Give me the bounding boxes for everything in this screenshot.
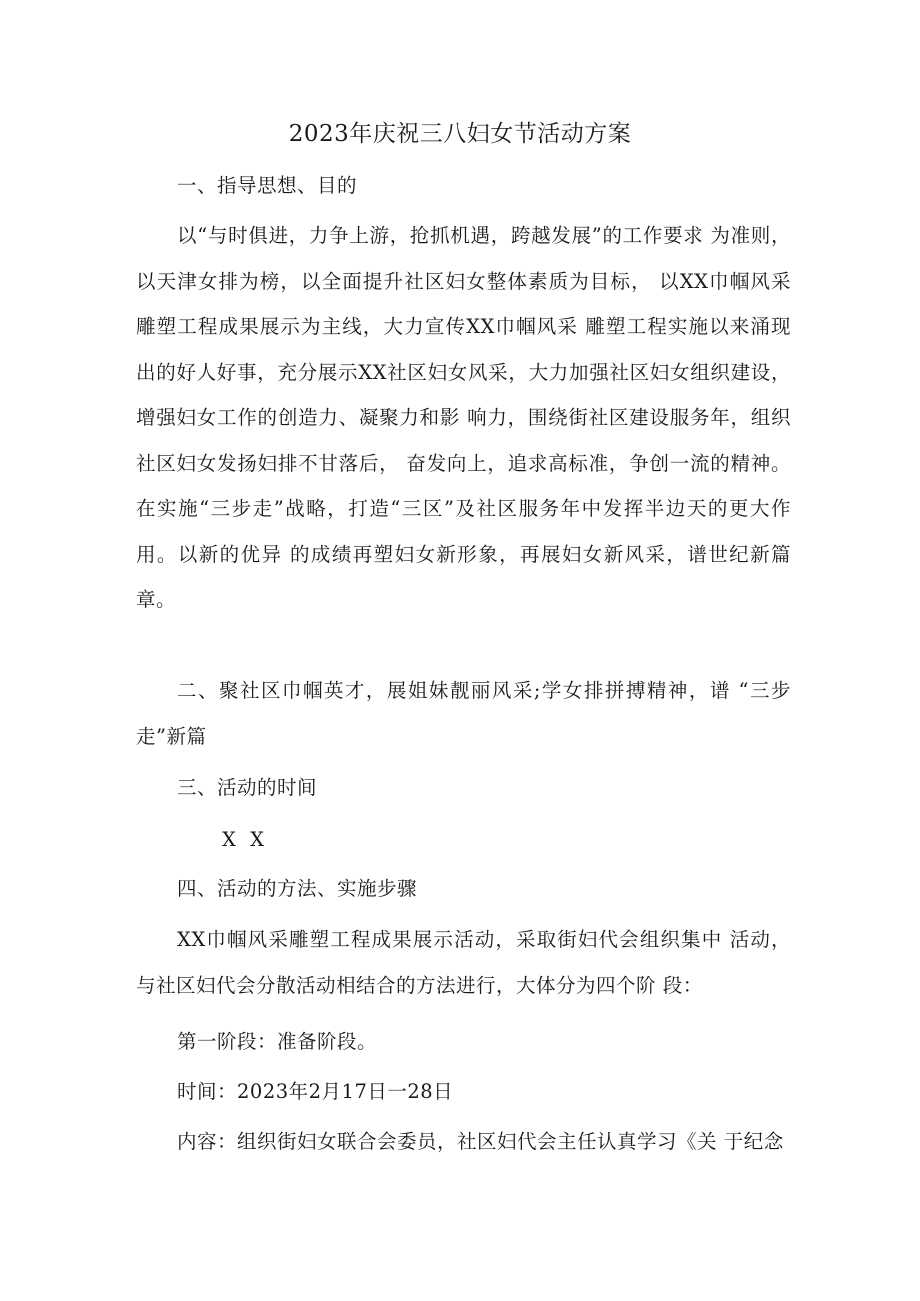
stage-1-content: 内容：组织街妇女联合会委员，社区妇代会主任认真学习《关 于纪念 [177,1130,784,1153]
activity-time-value: X X [222,828,268,851]
stage-1-time: 时间：2023年2月17日一28日 [177,1080,454,1103]
document-title: 2023年庆祝三八妇女节活动方案 [288,121,632,147]
section-4-heading: 四、活动的方法、实施步骤 [177,877,418,900]
section-1-body: 以“与时俱进，力争上游，抢抓机遇，跨越发展”的工作要求 为准则，以天津女排为榜，以全面提升社区妇女整体素质为目标， 以XX巾帼风采雕塑工程成果展示为主线，大力宣传XX巾帼风采 雕塑工程实施以来涌现出的好人好事，充分展示XX社区妇女风采，大力加强社区妇女组织建设，增强妇女工作的创造力、凝聚力和影 响力，围绕街社区建设服务年，组织社区妇女发扬妇排不甘落后， 奋发向上，追求高标准，争创一流的精神。在实施“三步走”战略，打造“三区”及社区服务年中发挥半边天的更大作用。以新的优异 的成绩再塑妇女新形象，再展妇女新风采，谱世纪新篇章。 [136,224,791,611]
stage-1-title: 第一阶段：准备阶段。 [177,1030,378,1053]
section-1-heading: 一、指导思想、目的 [177,174,358,197]
section-2-heading: 二、聚社区巾帼英才，展姐妹靓丽风采;学女排拼搏精神，谱 “三步走”新篇 [136,679,791,748]
section-4-body: XX巾帼风采雕塑工程成果展示活动，采取街妇代会组织集中 活动，与社区妇代会分散活动相结合的方法进行，大体分为四个阶 段： [136,928,791,997]
section-3-heading: 三、活动的时间 [177,776,318,799]
